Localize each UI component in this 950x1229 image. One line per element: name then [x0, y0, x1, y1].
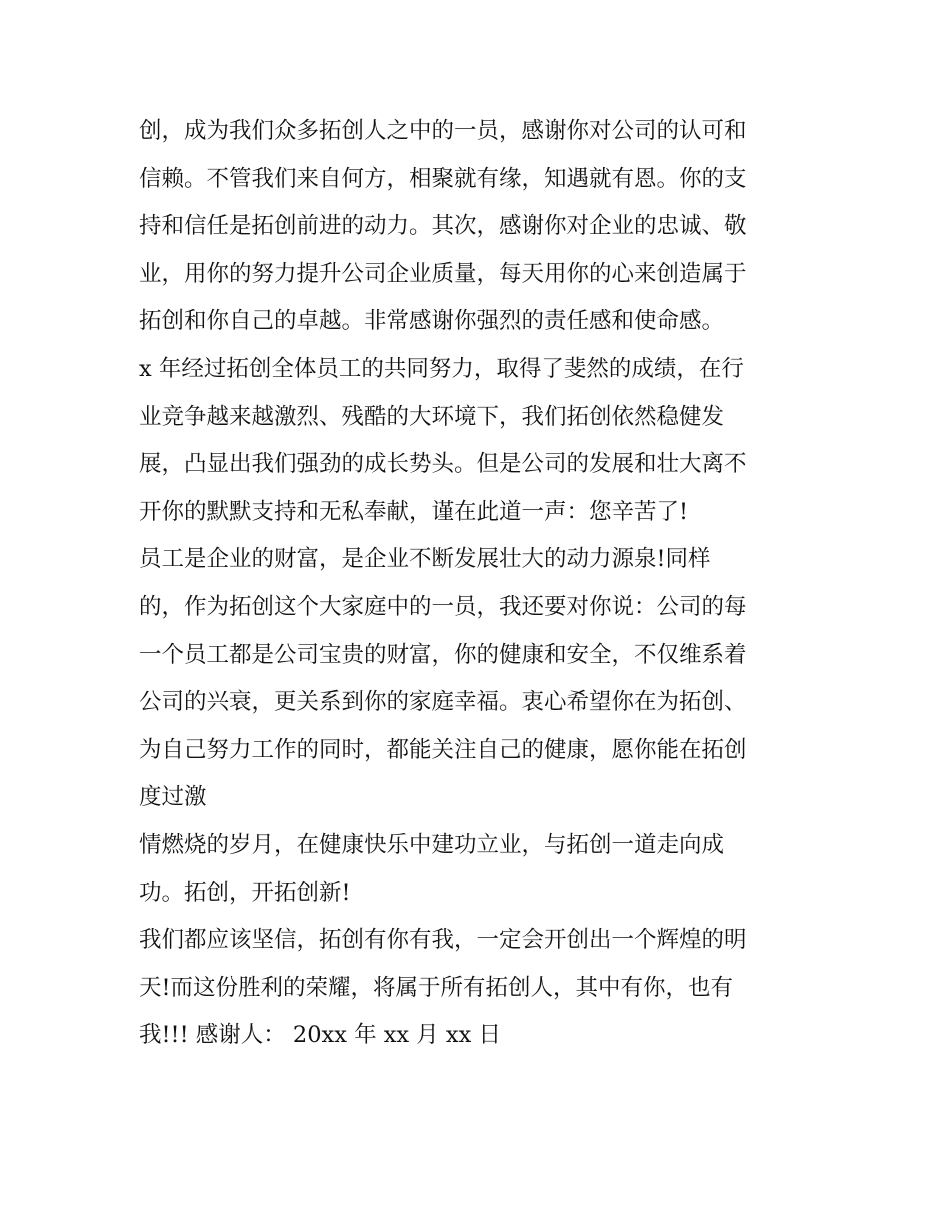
text-line: 信赖。不管我们来自何方，相聚就有缘，知遇就有恩。你的支 [139, 165, 747, 192]
text-line: 拓创和你自己的卓越。非常感谢你强烈的责任感和使命感。 [139, 308, 725, 335]
text-line: 业，用你的努力提升公司企业质量，每天用你的心来创造属于 [139, 260, 747, 287]
text-line: x 年经过拓创全体员工的共同努力，取得了斐然的成绩，在行 [139, 355, 744, 382]
text-line: 创，成为我们众多拓创人之中的一员，感谢你对公司的认可和 [139, 118, 747, 144]
text-line: 功。拓创，开拓创新! [139, 879, 351, 906]
text-line: 为自己努力工作的同时，都能关注自己的健康，愿你能在拓创 [139, 736, 747, 763]
text-line: 情燃烧的岁月，在健康快乐中建功立业，与拓创一道走向成 [139, 831, 725, 858]
text-line: 展，凸显出我们强劲的成长势头。但是公司的发展和壮大离不 [139, 451, 747, 478]
text-line: 公司的兴衰，更关系到你的家庭幸福。衷心希望你在为拓创、 [139, 689, 747, 716]
text-line: 开你的默默支持和无私奉献，谨在此道一声：您辛苦了! [139, 498, 689, 525]
text-line: 员工是企业的财富，是企业不断发展壮大的动力源泉!同样 [139, 546, 711, 573]
text-line: 业竞争越来越激烈、残酷的大环境下，我们拓创依然稳健发 [139, 403, 725, 430]
body-text [139, 108, 829, 1060]
text-line: 我!!! 感谢人： 20xx 年 xx 月 xx 日 [139, 1022, 501, 1049]
text-line: 我们都应该坚信，拓创有你有我，一定会开创出一个辉煌的明 [139, 927, 747, 954]
text-line: 一个员工都是公司宝贵的财富，你的健康和安全，不仅维系着 [139, 641, 747, 668]
text-line: 天!而这份胜利的荣耀，将属于所有拓创人，其中有你，也有 [139, 974, 734, 1001]
text-line: 度过激 [139, 784, 207, 811]
text-line: 持和信任是拓创前进的动力。其次，感谢你对企业的忠诚、敬 [139, 213, 747, 240]
text-line: 的，作为拓创这个大家庭中的一员，我还要对你说：公司的每 [139, 593, 747, 620]
